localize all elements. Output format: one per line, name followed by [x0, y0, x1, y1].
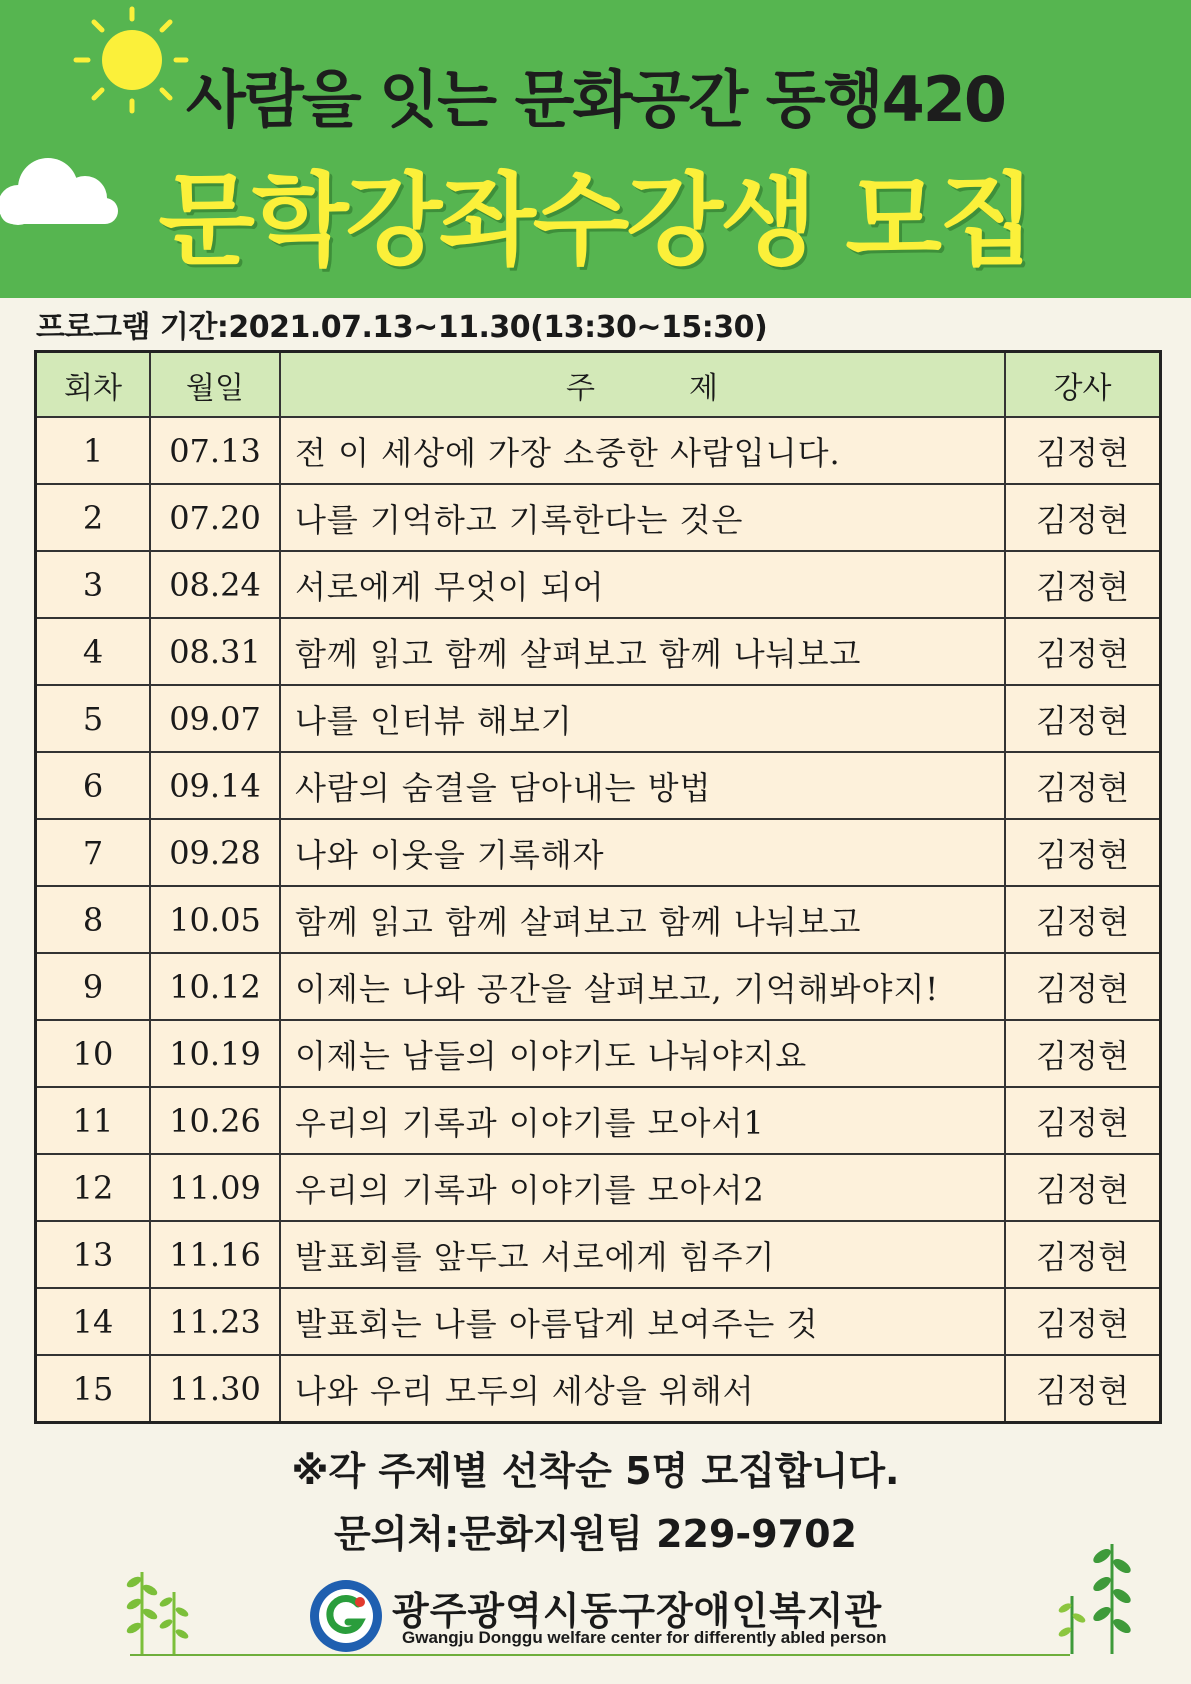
program-period: 프로그램 기간:2021.07.13~11.30(13:30~15:30): [36, 310, 768, 345]
session-instructor: 김정현: [1005, 953, 1161, 1020]
session-date: 10.19: [150, 1020, 280, 1087]
session-instructor: 김정현: [1005, 1355, 1161, 1423]
session-number: 9: [36, 953, 151, 1020]
session-topic: 함께 읽고 함께 살펴보고 함께 나눠보고: [280, 886, 1005, 953]
schedule-table: [34, 350, 1162, 1424]
plant-right-icon: [1050, 1536, 1145, 1656]
session-instructor: 김정현: [1005, 618, 1161, 685]
session-date: 11.30: [150, 1355, 280, 1423]
session-instructor: 김정현: [1005, 819, 1161, 886]
table-row: [36, 1087, 1161, 1154]
session-date: 09.14: [150, 752, 280, 819]
header-instructor: 강사: [1005, 352, 1161, 418]
session-instructor: 김정현: [1005, 886, 1161, 953]
session-date: 10.26: [150, 1087, 280, 1154]
header-topic: 주 제: [280, 352, 1005, 418]
session-instructor: 김정현: [1005, 1020, 1161, 1087]
session-instructor: 김정현: [1005, 1087, 1161, 1154]
table-row: [36, 886, 1161, 953]
ground-line: [130, 1654, 1070, 1656]
session-topic: 함께 읽고 함께 살펴보고 함께 나눠보고: [280, 618, 1005, 685]
session-topic: 사람의 숨결을 담아내는 방법: [280, 752, 1005, 819]
headline-recruit: 문학강좌수강생 모집: [158, 162, 1033, 279]
session-topic: 이제는 나와 공간을 살펴보고, 기억해봐야지!: [280, 953, 1005, 1020]
session-topic: 발표회를 앞두고 서로에게 힘주기: [280, 1221, 1005, 1288]
session-topic: 발표회는 나를 아름답게 보여주는 것: [280, 1288, 1005, 1355]
session-instructor: 김정현: [1005, 1288, 1161, 1355]
session-date: 09.07: [150, 685, 280, 752]
org-name: 광주광역시동구장애인복지관: [392, 1589, 883, 1633]
session-instructor: 김정현: [1005, 484, 1161, 551]
session-date: 11.23: [150, 1288, 280, 1355]
table-row: [36, 1154, 1161, 1221]
contact-info: 문의처:문화지원팀 229-9702: [334, 1512, 857, 1556]
session-instructor: 김정현: [1005, 551, 1161, 618]
session-date: 11.16: [150, 1221, 280, 1288]
session-number: 14: [36, 1288, 151, 1355]
session-topic: 이제는 남들의 이야기도 나눠야지요: [280, 1020, 1005, 1087]
session-number: 4: [36, 618, 151, 685]
session-number: 13: [36, 1221, 151, 1288]
table-row: [36, 551, 1161, 618]
recruit-notice: ※각 주제별 선착순 5명 모집합니다.: [291, 1449, 900, 1493]
table-row: [36, 1288, 1161, 1355]
session-topic: 나를 인터뷰 해보기: [280, 685, 1005, 752]
session-number: 15: [36, 1355, 151, 1423]
session-number: 3: [36, 551, 151, 618]
table-row: [36, 1020, 1161, 1087]
session-number: 10: [36, 1020, 151, 1087]
table-row: [36, 953, 1161, 1020]
session-date: 10.05: [150, 886, 280, 953]
session-number: 2: [36, 484, 151, 551]
session-date: 09.28: [150, 819, 280, 886]
table-header-row: [36, 352, 1161, 418]
table-row: [36, 819, 1161, 886]
session-date: 07.20: [150, 484, 280, 551]
session-instructor: 김정현: [1005, 1154, 1161, 1221]
session-topic: 나와 이웃을 기록해자: [280, 819, 1005, 886]
session-number: 11: [36, 1087, 151, 1154]
org-logo-icon: [308, 1578, 384, 1654]
session-topic: 우리의 기록과 이야기를 모아서2: [280, 1154, 1005, 1221]
session-number: 12: [36, 1154, 151, 1221]
session-topic: 전 이 세상에 가장 소중한 사람입니다.: [280, 417, 1005, 484]
table-row: [36, 685, 1161, 752]
header-date: 월일: [150, 352, 280, 418]
session-date: 10.12: [150, 953, 280, 1020]
session-date: 08.24: [150, 551, 280, 618]
session-topic: 서로에게 무엇이 되어: [280, 551, 1005, 618]
header-banner: [0, 0, 1191, 298]
session-number: 8: [36, 886, 151, 953]
table-row: [36, 417, 1161, 484]
session-number: 7: [36, 819, 151, 886]
session-instructor: 김정현: [1005, 752, 1161, 819]
session-date: 11.09: [150, 1154, 280, 1221]
session-date: 08.31: [150, 618, 280, 685]
headline-venue: 사람을 잇는 문화공간 동행420: [186, 63, 1005, 136]
session-instructor: 김정현: [1005, 1221, 1161, 1288]
header-session: 회차: [36, 352, 151, 418]
session-number: 5: [36, 685, 151, 752]
table-row: [36, 484, 1161, 551]
table-row: [36, 1355, 1161, 1423]
session-date: 07.13: [150, 417, 280, 484]
table-row: [36, 618, 1161, 685]
session-number: 6: [36, 752, 151, 819]
session-topic: 나를 기억하고 기록한다는 것은: [280, 484, 1005, 551]
table-row: [36, 1221, 1161, 1288]
session-topic: 나와 우리 모두의 세상을 위해서: [280, 1355, 1005, 1423]
session-instructor: 김정현: [1005, 685, 1161, 752]
org-name-english: Gwangju Donggu welfare center for differently abled person: [402, 1628, 887, 1647]
table-row: [36, 752, 1161, 819]
session-instructor: 김정현: [1005, 417, 1161, 484]
session-number: 1: [36, 417, 151, 484]
plant-left-icon: [112, 1562, 202, 1657]
session-topic: 우리의 기록과 이야기를 모아서1: [280, 1087, 1005, 1154]
